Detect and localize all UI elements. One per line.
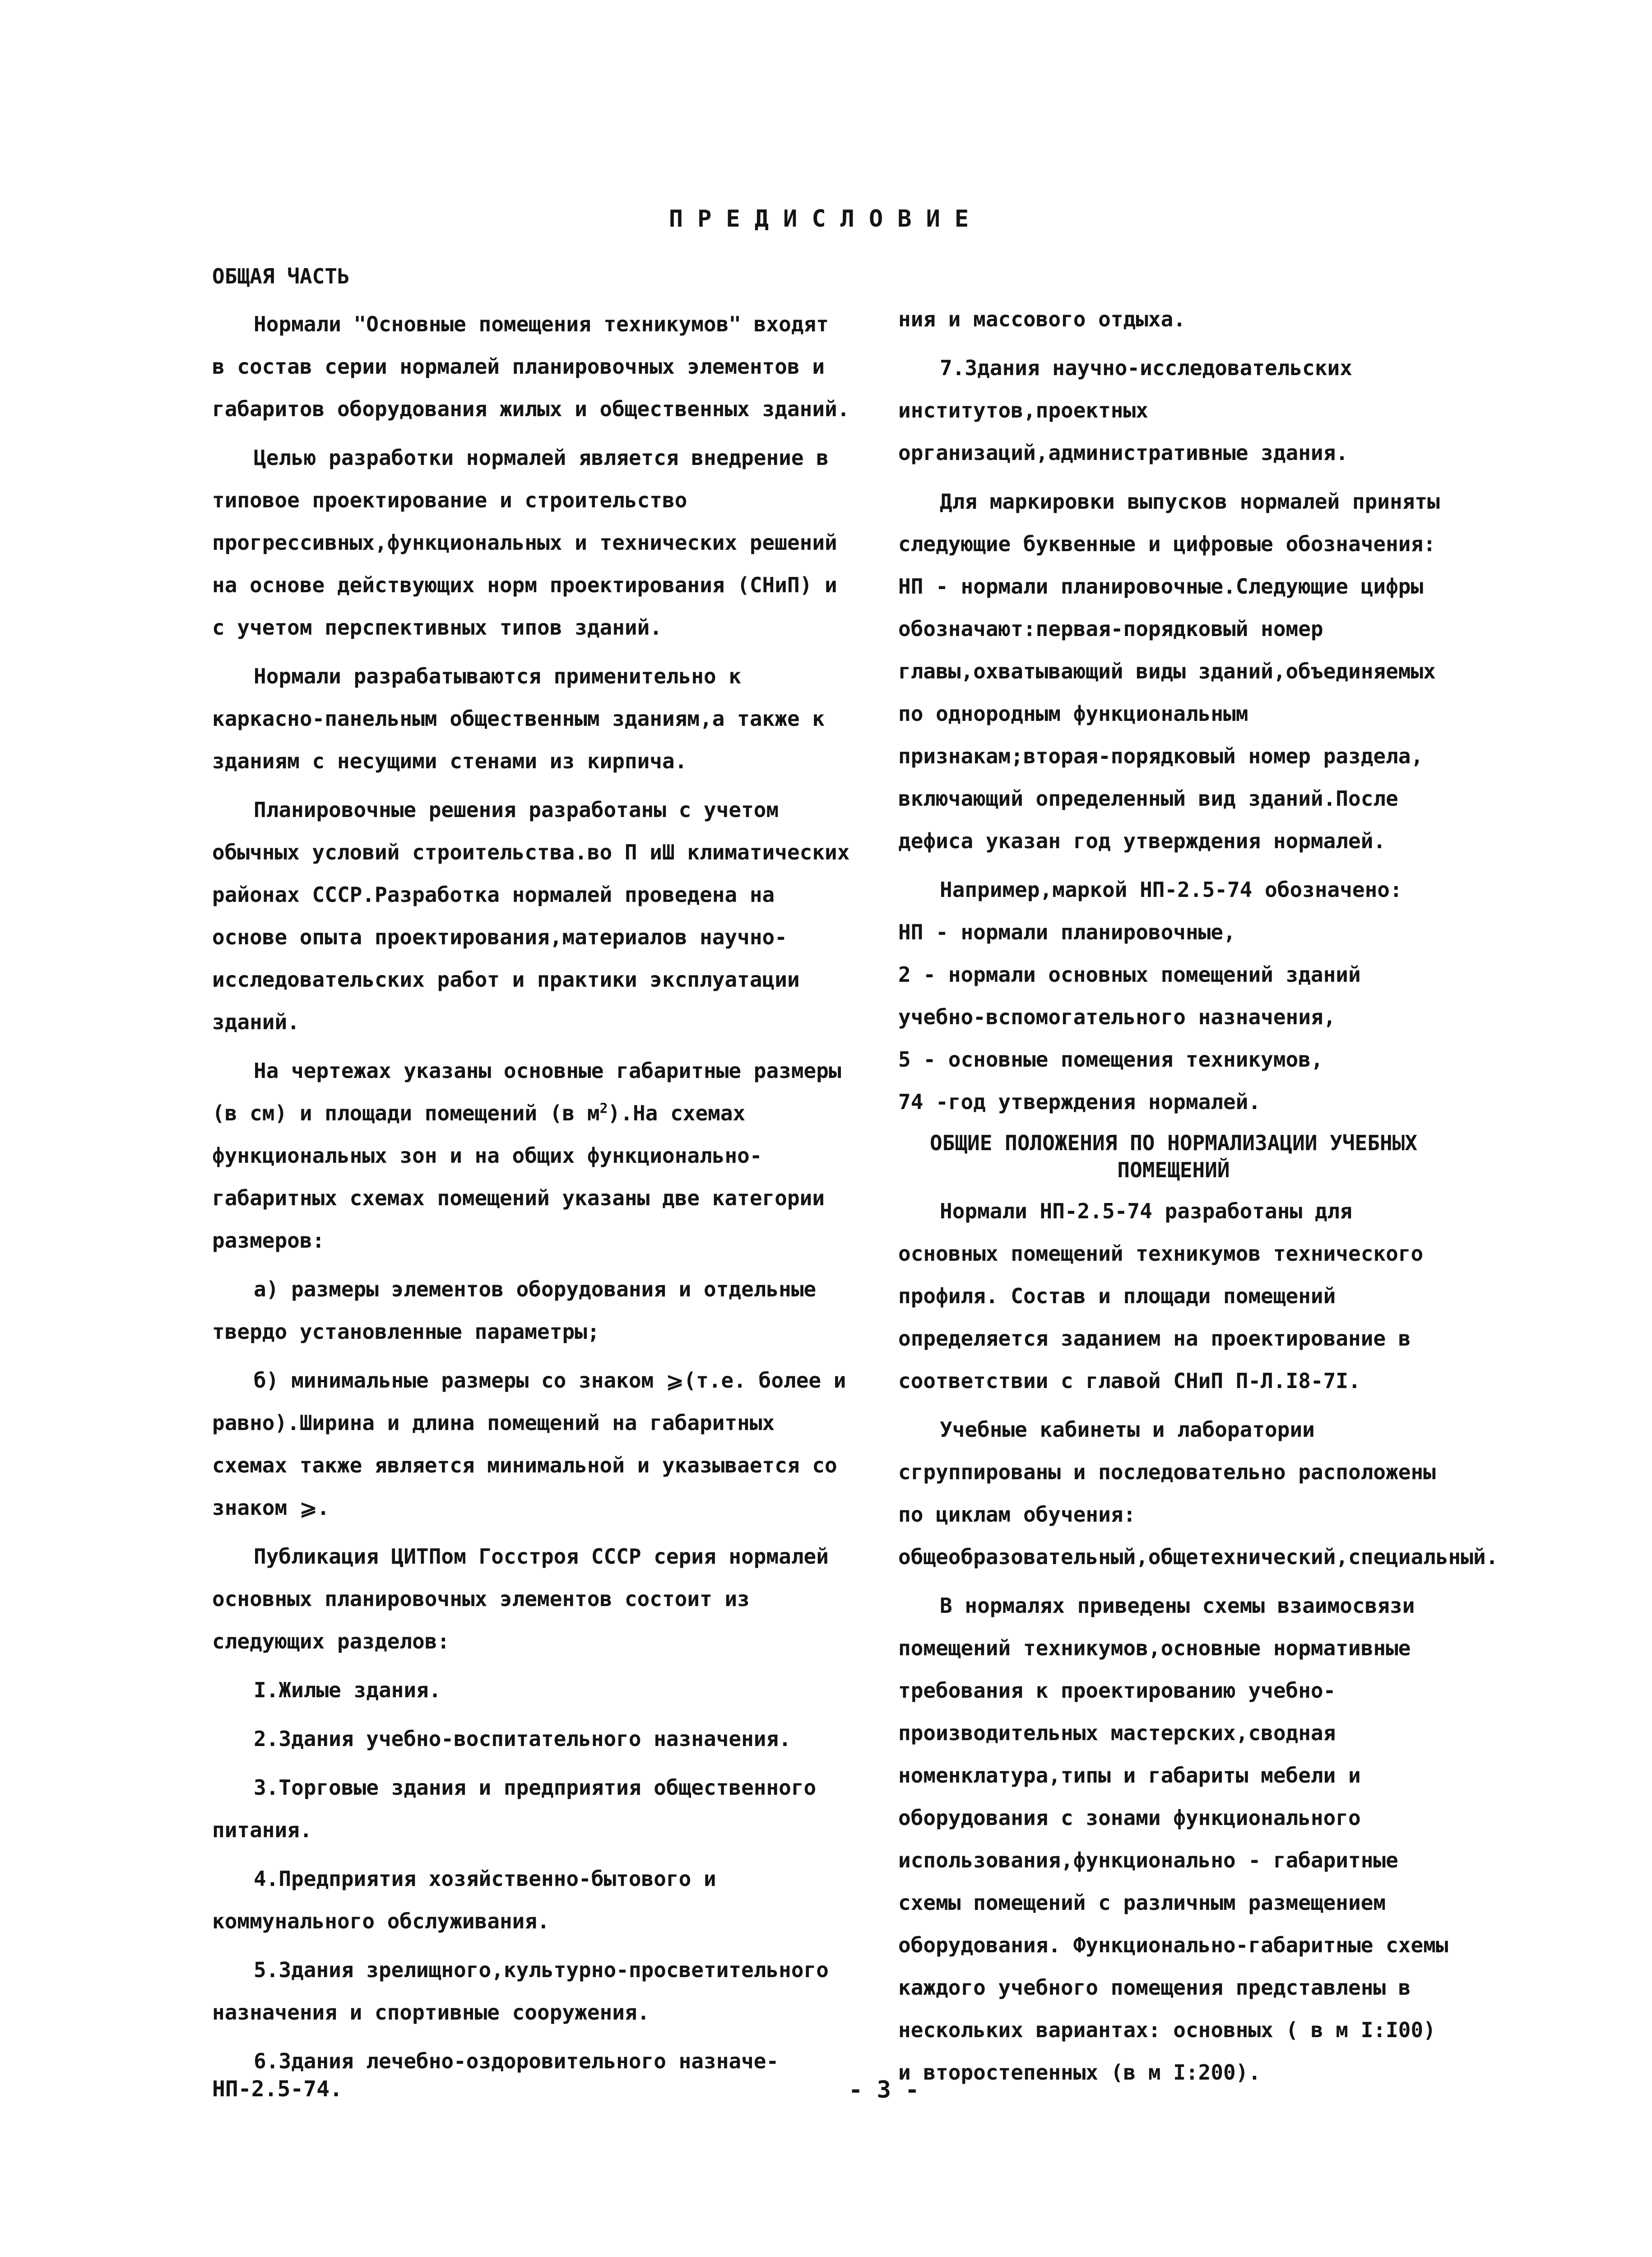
paragraph-text: ).На схемах функциональных зон и на общих функционально-габаритных схемах помещений указаны две категории размеров: bbox=[212, 1101, 825, 1253]
list-item: I.Жилые здания. bbox=[254, 1678, 441, 1702]
paragraph: б) минимальные размеры со знаком ⩾(т.е. более и равно).Ширина и длина помещений на габаритных схемах также является минимальной и указывается со знаком ⩾. bbox=[212, 1368, 846, 1520]
paragraph: Планировочные решения разработаны с учетом обычных условий строительства.во П иШ климатических районах СССР.Разработка нормалей проведена на основе опыта проектирования,материалов научно-исследовательских работ и практики эксплуатации зданий. bbox=[212, 798, 850, 1034]
paragraph: а) размеры элементов оборудования и отдельные твердо установленные параметры; bbox=[212, 1277, 817, 1344]
marking-item: НП - нормали планировочные, bbox=[898, 920, 1236, 944]
paragraph: Нормали НП-2.5-74 разработаны для основных помещений техникумов технического профиля. Состав и площади помещений определяется заданием на проектирование в соответствии с главой СНиП П-Л.I8-7I. bbox=[898, 1199, 1424, 1393]
document-code: НП-2.5-74. bbox=[212, 2076, 343, 2102]
paragraph: В нормалях приведены схемы взаимосвязи помещений техникумов,основные нормативные требования к проектированию учебно-производительных мастерских,сводная номенклатура,типы и габариты мебели и оборудования с зонами функционального использования,функционально - габаритные схемы помещений с различным размещением оборудования. Функционально-габаритные схемы каждого учебного помещения представлены в нескольких вариантах: основных ( в м I:I00) и второстепенных (в м I:200). bbox=[898, 1593, 1448, 2085]
marking-item: 5 - основные помещения техникумов, bbox=[898, 1047, 1323, 1072]
list-item: 4.Предприятия хозяйственно-бытового и коммунального обслуживания. bbox=[212, 1867, 716, 1933]
list-item: 7.Здания научно-исследовательских институтов,проектных организаций,административные здания. bbox=[898, 356, 1352, 465]
list-item: 6.Здания лечебно-оздоровительного назначе- bbox=[254, 2049, 779, 2073]
paragraph: Нормали "Основные помещения техникумов" входят в состав серии нормалей планировочных элементов и габаритов оборудования жилых и общественных зданий. bbox=[212, 312, 850, 421]
paragraph: Публикация ЦИТПом Госстроя СССР серия нормалей основных планировочных элементов состоит из следующих разделов: bbox=[212, 1544, 829, 1653]
list-item: 3.Торговые здания и предприятия общественного питания. bbox=[212, 1775, 817, 1842]
superscript: 2 bbox=[599, 1101, 608, 1117]
paragraph-text: На чертежах указаны основные габаритные размеры (в см) и площади помещений (в м bbox=[212, 1059, 841, 1125]
list-item: 2.Здания учебно-воспитательного назначения. bbox=[254, 1727, 791, 1751]
left-column bbox=[212, 255, 853, 2082]
paragraph: Для маркировки выпусков нормалей приняты следующие буквенные и цифровые обозначения: НП - нормали планировочные.Следующие цифры обозначают:первая-порядковый номер главы,охватывающий виды зданий,объединяемых по однородным функциональным признакам;вторая-порядковый номер раздела, включающий определенный вид зданий.После дефиса указан год утверждения нормалей. bbox=[898, 489, 1440, 853]
marking-item: 74 -год утверждения нормалей. bbox=[898, 1090, 1261, 1114]
paragraph: Нормали разрабатываются применительно к каркасно-панельным общественным зданиям,а также к зданиям с несущими стенами из кирпича. bbox=[212, 664, 825, 773]
section-heading-general: ОБЩАЯ ЧАСТЬ bbox=[212, 264, 350, 288]
paragraph: Целью разработки нормалей является внедрение в типовое проектирование и строительство прогрессивных,функциональных и технических решений на основе действующих норм проектирования (СНиП) и с учетом перспективных типов зданий. bbox=[212, 446, 837, 640]
page-title: ПРЕДИСЛОВИЕ bbox=[668, 205, 984, 232]
paragraph: Учебные кабинеты и лаборатории сгруппированы и последовательно расположены по циклам обучения: общеобразовательный,общетехнический,специальный. bbox=[898, 1417, 1499, 1569]
paragraph bbox=[212, 1050, 853, 1262]
marking-item: 2 - нормали основных помещений зданий учебно-вспомогательного назначения, bbox=[898, 962, 1361, 1029]
paragraph: ния и массового отдыха. bbox=[898, 307, 1186, 331]
section-heading-normalization: ОБЩИЕ ПОЛОЖЕНИЯ ПО НОРМАЛИЗАЦИИ УЧЕБНЫХ ПОМЕЩЕНИЙ bbox=[929, 1131, 1418, 1182]
page-number: - 3 - bbox=[849, 2076, 919, 2104]
list-item: 5.Здания зрелищного,культурно-просветительного назначения и спортивные сооружения. bbox=[212, 1958, 829, 2025]
right-column bbox=[898, 298, 1499, 2094]
paragraph: Например,маркой НП-2.5-74 обозначено: bbox=[940, 878, 1402, 902]
